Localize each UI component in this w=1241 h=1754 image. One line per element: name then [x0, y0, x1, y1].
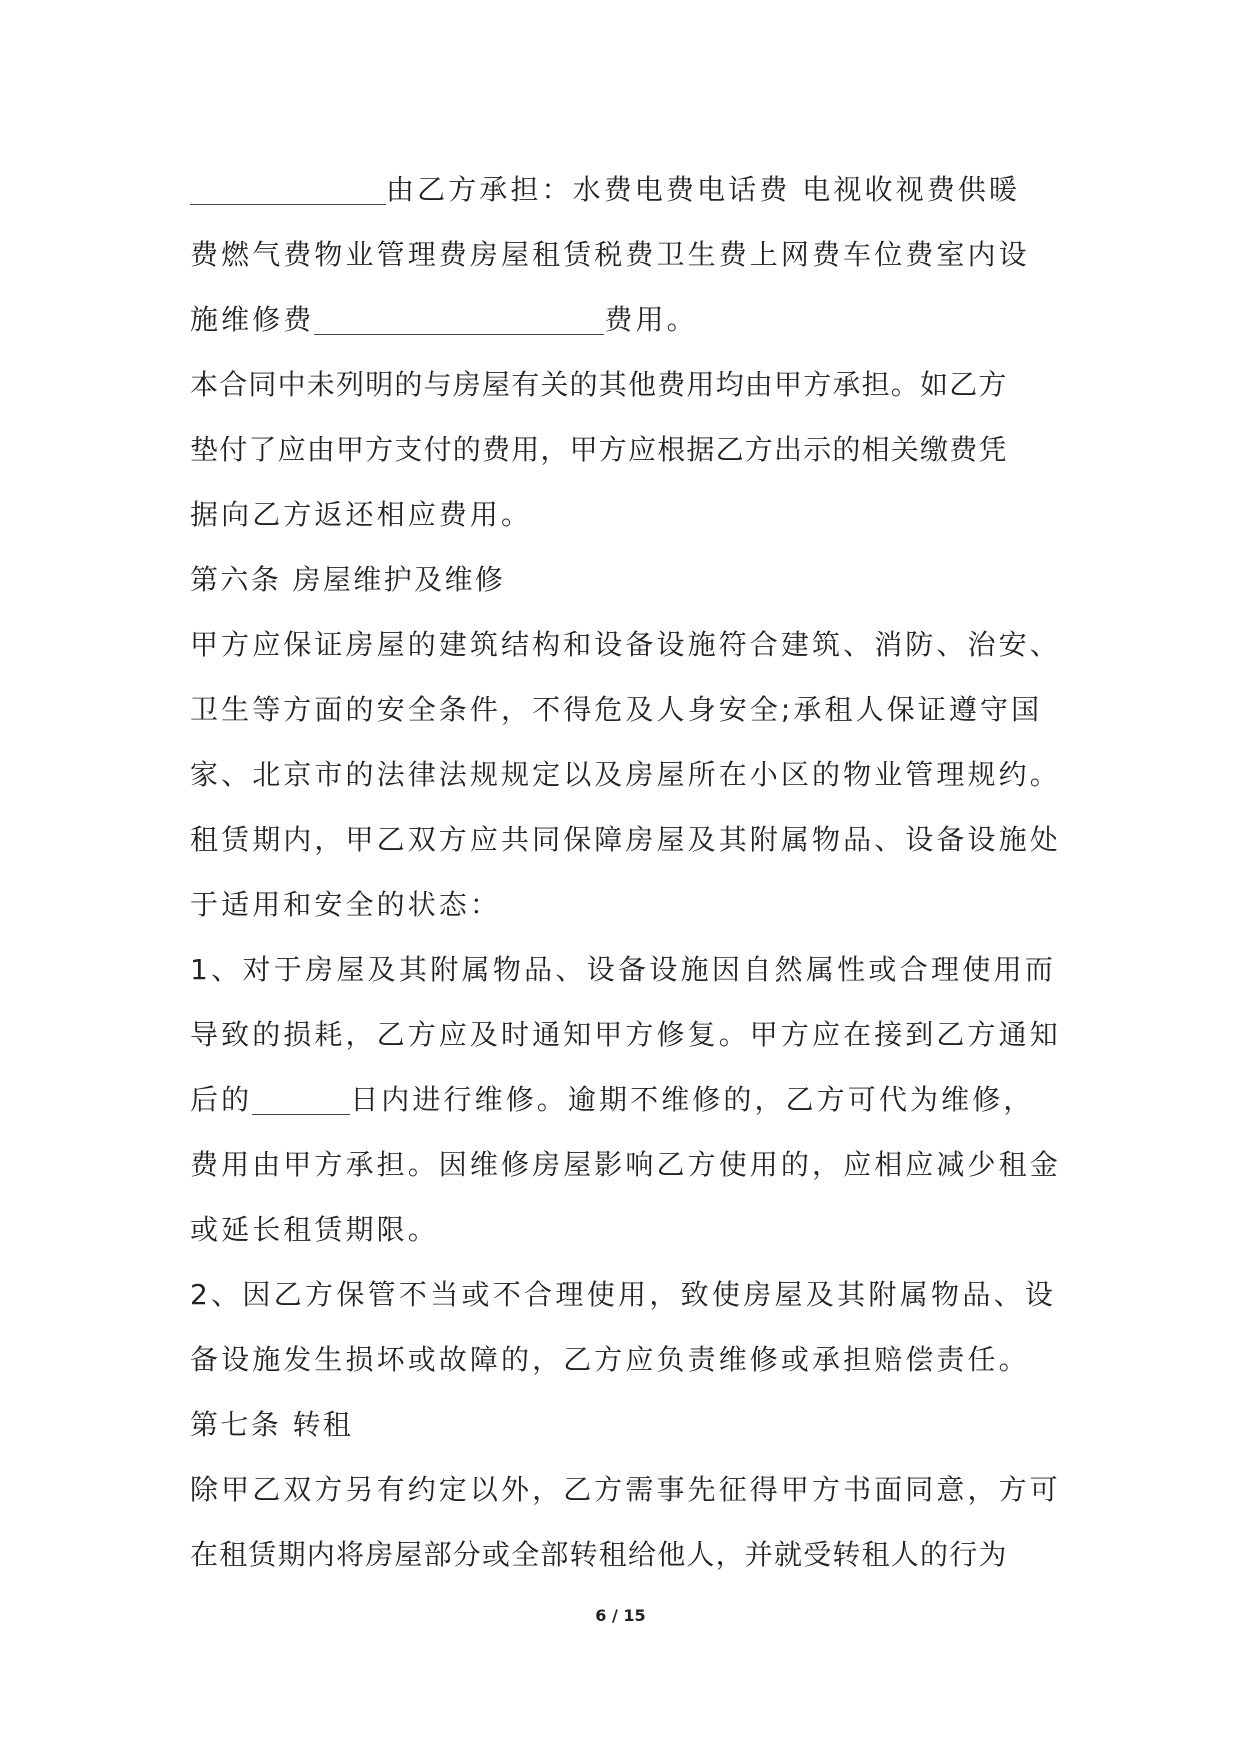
fill-in-blank	[252, 1078, 350, 1115]
text-line: 备设施发生损坏或故障的，乙方应负责维修或承担赔偿责任。	[190, 1343, 1030, 1376]
text-line: 于适用和安全的状态：	[190, 888, 502, 921]
text-line: 或延长租赁期限。	[190, 1213, 439, 1246]
section-heading: 第六条 房屋维护及维修	[190, 563, 506, 596]
text-line: 卫生等方面的安全条件，不得危及人身安全;承租人保证遵守国	[190, 693, 1043, 726]
line-text: 施维修费	[190, 303, 315, 336]
text-line: 租赁期内，甲乙双方应共同保障房屋及其附属物品、设备设施处	[190, 823, 1061, 856]
list-item: 1、对于房屋及其附属物品、设备设施因自然属性或合理使用而	[190, 953, 1057, 986]
line-text: 后的	[190, 1083, 253, 1116]
page-number: 6 / 15	[595, 1606, 646, 1625]
line-text: 由乙方承担：水费电费电话费 电视收视费供暖	[386, 173, 1021, 206]
text-line: 在租赁期内将房屋部分或全部转租给他人，并就受转租人的行为	[190, 1538, 1008, 1571]
text-line: 导致的损耗，乙方应及时通知甲方修复。甲方应在接到乙方通知	[190, 1018, 1061, 1051]
document-body	[190, 157, 1070, 1587]
list-item: 2、因乙方保管不当或不合理使用，致使房屋及其附属物品、设	[190, 1278, 1057, 1311]
text-line: 费燃气费物业管理费房屋租赁税费卫生费上网费车位费室内设	[190, 238, 1030, 271]
line-text: 日内进行维修。逾期不维修的，乙方可代为维修，	[350, 1083, 1035, 1116]
text-line: 据向乙方返还相应费用。	[190, 498, 533, 531]
text-line: 垫付了应由甲方支付的费用，甲方应根据乙方出示的相关缴费凭	[190, 433, 1008, 466]
line-text: 费用。	[604, 303, 698, 336]
text-line: 除甲乙双方另有约定以外，乙方需事先征得甲方书面同意，方可	[190, 1473, 1061, 1506]
text-line	[190, 287, 1070, 352]
text-line: 甲方应保证房屋的建筑结构和设备设施符合建筑、消防、治安、	[190, 628, 1061, 661]
text-line	[190, 157, 1070, 222]
section-heading: 第七条 转租	[190, 1408, 354, 1441]
fill-in-blank	[190, 168, 386, 205]
text-line: 本合同中未列明的与房屋有关的其他费用均由甲方承担。如乙方	[190, 368, 1008, 401]
text-line	[190, 1067, 1070, 1132]
text-line: 家、北京市的法律法规规定以及房屋所在小区的物业管理规约。	[190, 758, 1061, 791]
fill-in-blank	[314, 298, 604, 335]
text-line: 费用由甲方承担。因维修房屋影响乙方使用的，应相应减少租金	[190, 1148, 1061, 1181]
